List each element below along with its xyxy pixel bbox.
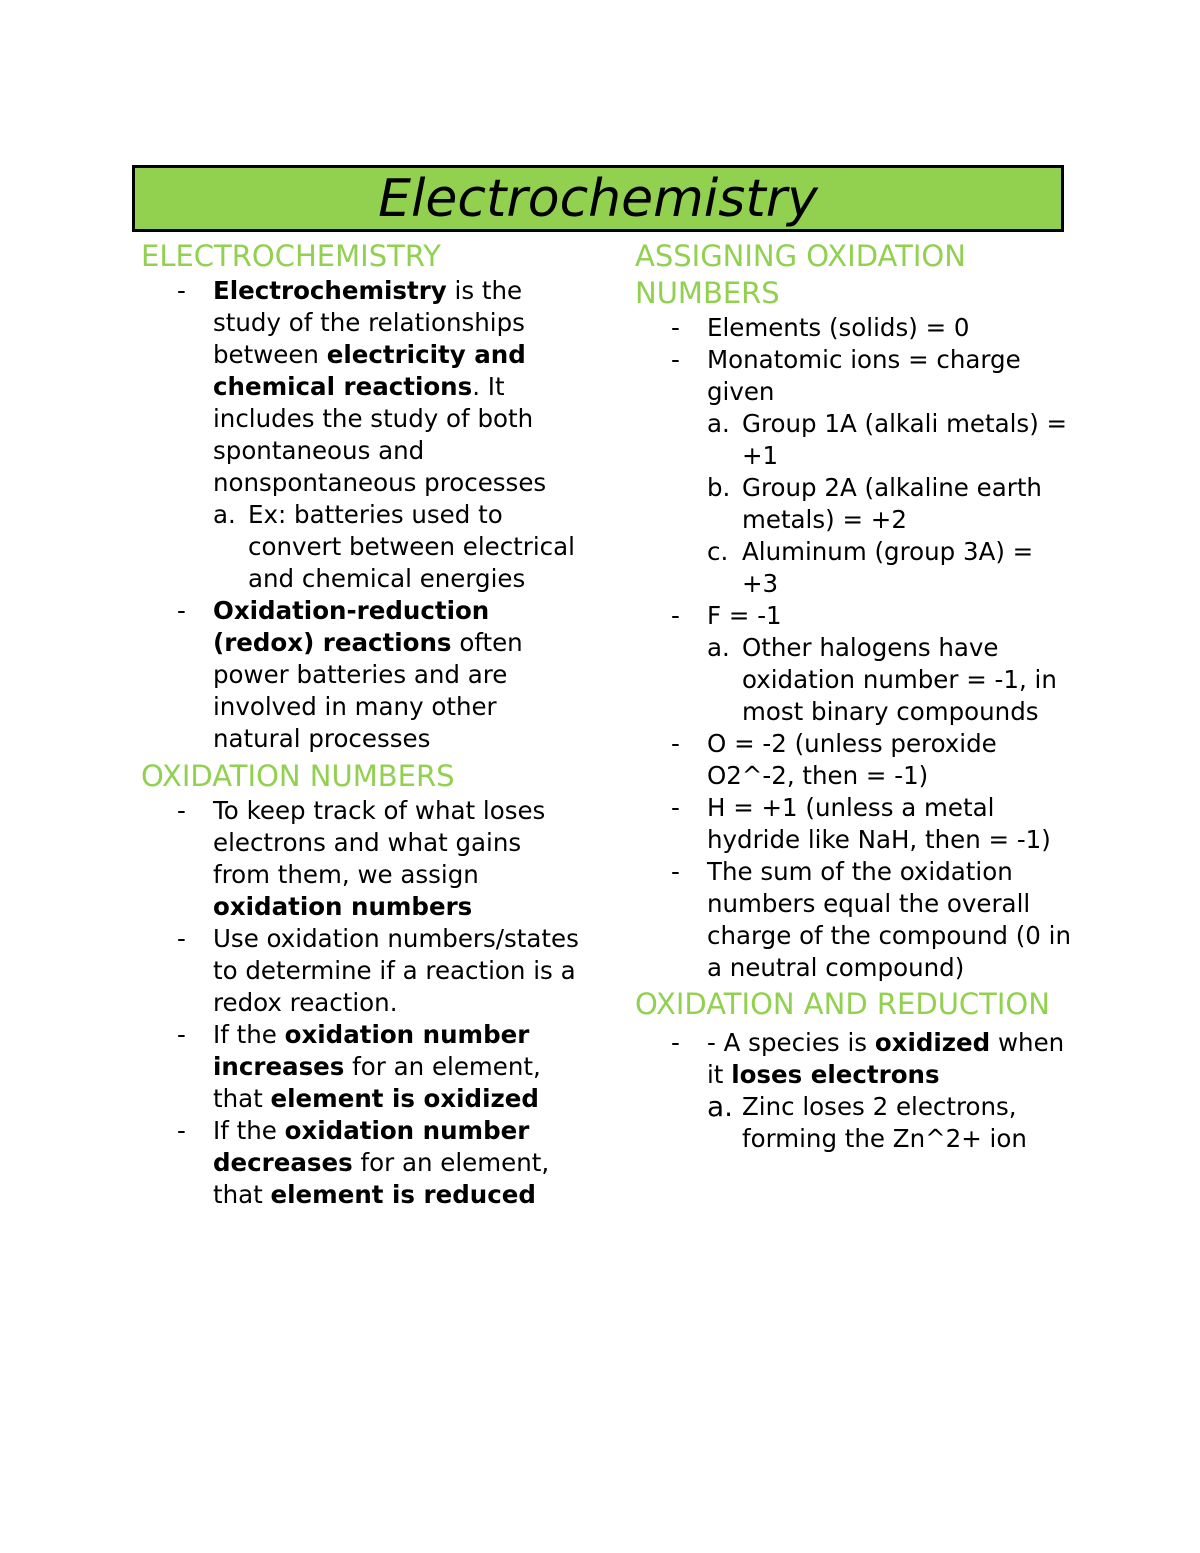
bold-text: oxidation number increases <box>213 1020 530 1081</box>
list-item <box>141 275 581 595</box>
text: Use oxidation numbers/states to determine if a reaction is a redox reaction. <box>213 924 579 1017</box>
bold-text: oxidation numbers <box>213 892 473 921</box>
list-item <box>635 856 1075 984</box>
bold-text: Electrochemistry <box>213 276 447 305</box>
text: The sum of the oxidation numbers equal the overall charge of the compound (0 in a neutral compound) <box>707 857 1071 982</box>
sub-list-item <box>213 499 581 595</box>
bullet-dash: - <box>671 793 680 822</box>
text: Group 1A (alkali metals) = +1 <box>742 409 1068 470</box>
text: Monatomic ions = charge given <box>707 345 1021 406</box>
right-column <box>635 236 1075 1155</box>
text: Other halogens have oxidation number = -1, in most binary compounds <box>742 633 1057 726</box>
bold-text: electricity and chemical reactions <box>213 340 526 401</box>
oxidation-numbers-list <box>141 795 581 1211</box>
list-item <box>635 792 1075 856</box>
bullet-dash: - <box>671 1028 680 1057</box>
text: If the <box>213 1116 285 1145</box>
list-item <box>635 728 1075 792</box>
text: F = -1 <box>707 601 782 630</box>
list-item <box>635 312 1075 344</box>
bold-text: loses electrons <box>731 1060 940 1089</box>
sub-list <box>707 1091 1075 1155</box>
list-item <box>141 595 581 755</box>
text: Aluminum (group 3A) = +3 <box>742 537 1034 598</box>
text: for an element, that <box>213 1052 541 1113</box>
text: O = -2 (unless peroxide O2^-2, then = -1) <box>707 729 997 790</box>
document-title: Electrochemistry <box>378 168 818 229</box>
list-item <box>141 1019 581 1115</box>
text: Zinc loses 2 electrons, forming the Zn^2+ ion <box>742 1092 1027 1153</box>
text: is the study of the relationships between <box>213 276 525 369</box>
electrochemistry-list <box>141 275 581 755</box>
text: Elements (solids) = 0 <box>707 313 970 342</box>
text: Group 2A (alkaline earth metals) = +2 <box>742 473 1042 534</box>
text: when it <box>707 1028 1065 1089</box>
sub-list-item <box>707 632 1075 728</box>
sub-marker: a. <box>707 409 730 438</box>
sub-marker: a. <box>707 1090 734 1123</box>
list-item <box>141 923 581 1019</box>
list-item <box>635 1027 1075 1155</box>
bullet-dash: - <box>671 601 680 630</box>
sub-list <box>707 632 1075 728</box>
bold-text: element is reduced <box>270 1180 536 1209</box>
text: . It includes the study of both spontaneous and nonspontaneous processes <box>213 372 547 497</box>
bold-text: oxidation number decreases <box>213 1116 530 1177</box>
sub-list-item <box>707 472 1075 536</box>
bullet-dash: - <box>177 1116 186 1145</box>
list-item <box>141 1115 581 1211</box>
sub-list-item <box>707 408 1075 472</box>
bold-text: Oxidation-reduction (redox) reactions <box>213 596 490 657</box>
text: To keep track of what loses electrons and what gains from them, we assign <box>213 796 546 889</box>
left-column <box>141 236 581 1211</box>
bullet-dash: - <box>671 729 680 758</box>
oxidation-reduction-list <box>635 1027 1075 1155</box>
sub-list <box>213 499 581 595</box>
section-heading-electrochemistry: ELECTROCHEMISTRY <box>141 239 441 273</box>
bullet-dash: - <box>671 313 680 342</box>
list-item <box>635 344 1075 600</box>
section-heading-assigning-oxidation-numbers: ASSIGNING OXIDATION NUMBERS <box>635 239 966 310</box>
text: H = +1 (unless a metal hydride like NaH, then = -1) <box>707 793 1051 854</box>
sub-marker: a. <box>707 633 730 662</box>
sub-list <box>707 408 1075 600</box>
bullet-dash: - <box>177 796 186 825</box>
bold-text: element is oxidized <box>270 1084 539 1113</box>
sub-list-item <box>707 1091 1075 1155</box>
sub-marker: c. <box>707 537 729 566</box>
text: Ex: batteries used to convert between electrical and chemical energies <box>248 500 575 593</box>
bullet-dash: - <box>177 596 186 625</box>
bullet-dash: - <box>671 857 680 886</box>
sub-marker: b. <box>707 473 731 502</box>
text: - A species is <box>707 1028 875 1057</box>
bullet-dash: - <box>671 345 680 374</box>
sub-list-item <box>707 536 1075 600</box>
list-item <box>141 795 581 923</box>
section-heading-oxidation-and-reduction: OXIDATION AND REDUCTION <box>635 987 1050 1021</box>
bullet-dash: - <box>177 1020 186 1049</box>
sub-marker: a. <box>213 500 236 529</box>
text: for an element, that <box>213 1148 550 1209</box>
section-heading-oxidation-numbers: OXIDATION NUMBERS <box>141 759 455 793</box>
assigning-list <box>635 312 1075 984</box>
text: often power batteries and are involved in many other natural processes <box>213 628 523 753</box>
bullet-dash: - <box>177 924 186 953</box>
document-title-box <box>132 165 1064 232</box>
list-item <box>635 600 1075 728</box>
text: If the <box>213 1020 285 1049</box>
bullet-dash: - <box>177 276 186 305</box>
bold-text: oxidized <box>874 1028 991 1057</box>
